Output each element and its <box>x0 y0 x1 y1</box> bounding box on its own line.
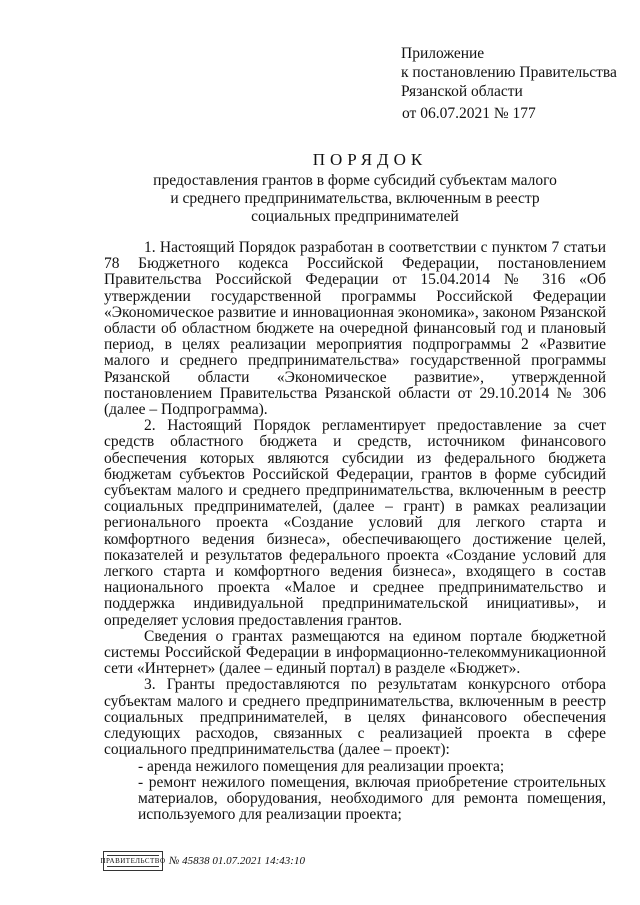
appendix-date: от 06.07.2021 № 177 <box>402 105 536 122</box>
document-subtitle: предоставления грантов в форме субсидий субъектам малого и среднего предпринимательства, включенным в реестр социальных предпринимателей <box>153 172 557 225</box>
document-title: ПОРЯДОК <box>312 150 428 169</box>
appendix-block <box>401 44 617 123</box>
registration-stamp <box>100 851 166 871</box>
paragraph-3: Сведения о грантах размещаются на едином портале бюджетной системы Российской Федерации в информационно-телекоммуникационной сети «Интернет» (далее – единый портал) в разделе «Бюджет». <box>104 627 606 678</box>
stamp-text: ПРАВИТЕЛЬСТВО <box>100 857 166 865</box>
footer-mark <box>100 851 305 871</box>
list-item-rent: - аренда нежилого помещения для реализации проекта; <box>138 757 505 775</box>
appendix-reference: к постановлению Правительства <box>401 64 617 81</box>
paragraph-2: 2. Настоящий Порядок регламентирует предоставление за счет средств областного бюджета и средств, источником финансового обеспечения которых являются субсидии из федерального бюджета бюджетам субъектов Российской Федерации, грантов в форме субсидий субъектам малого и среднего предпринимательства, включенным в реестр социальных предпринимателей, (далее – грант) в рамках реализации регионального проекта «Создание условий для легкого старта и комфортного ведения бизнеса», обеспечивающего достижение целей, показателей и результатов федерального проекта «Создание условий для легкого старта и комфортного ведения бизнеса», входящего в состав национального проекта «Малое и среднее предпринимательство и поддержка индивидуальной предпринимательской инициативы», и определяет условия предоставления грантов. <box>104 417 606 629</box>
document-body <box>104 240 606 823</box>
paragraph-4: 3. Гранты предоставляются по результатам конкурсного отбора субъектам малого и среднего предпринимательства, включенным в реестр социальных предпринимателей, в целях финансового обеспечения следующих расходов, связанных с реализацией проекта в сфере социального предпринимательства (далее – проект): <box>104 676 606 759</box>
appendix-label: Приложение <box>401 45 485 62</box>
document-number: № 45838 01.07.2021 14:43:10 <box>169 855 305 867</box>
appendix-region: Рязанской области <box>401 83 523 100</box>
paragraph-1: 1. Настоящий Порядок разработан в соответствии с пунктом 7 статьи 78 Бюджетного кодекса Российской Федерации, постановлением Правительства Российской Федерации от 15.04.2014 № 316 «Об утверждении государственной программы Российской Федерации «Экономическое развитие и инновационная экономика», законом Рязанской области об областном бюджете на очередной финансовый год и плановый период, в целях реализации мероприятия подпрограммы 2 «Развитие малого и среднего предпринимательства» государственной программы Рязанской области «Экономическое развитие», утвержденной постановлением Правительства Рязанской области от 29.10.2014 № 306 (далее – Подпрограмма). <box>104 239 606 419</box>
list-item-repair: - ремонт нежилого помещения, включая приобретение строительных материалов, оборудования, необходимого для ремонта помещения, используемого для реализации проекта; <box>138 773 606 824</box>
